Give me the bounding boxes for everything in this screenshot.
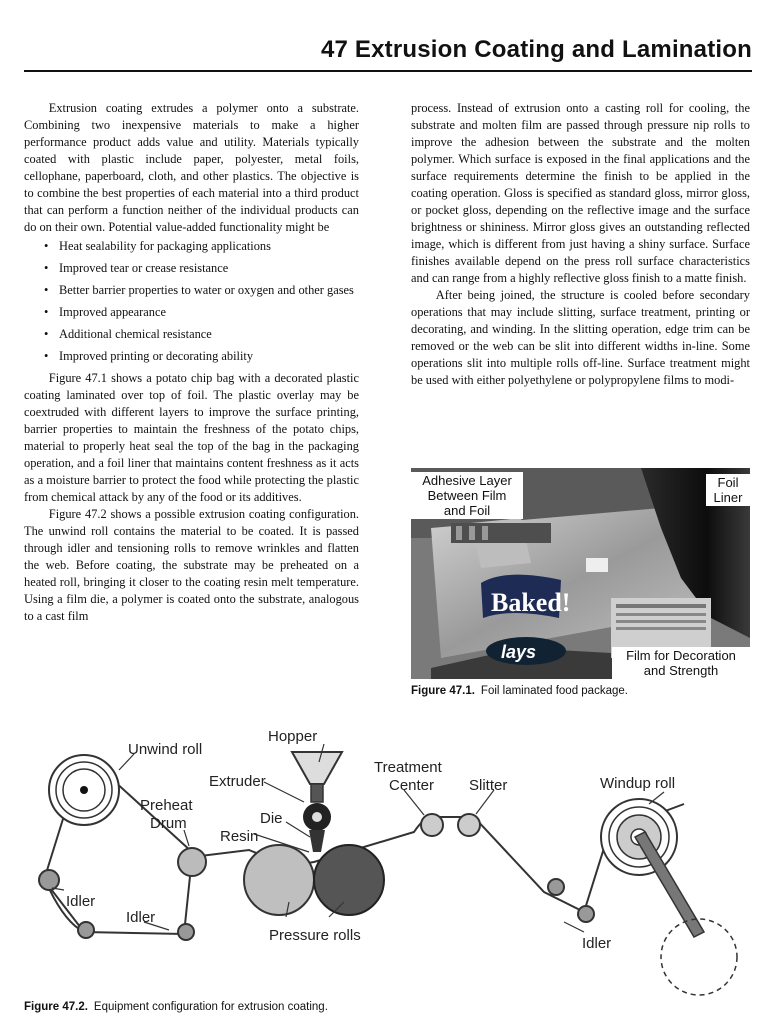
list-item: • Improved printing or decorating ability [24,348,359,365]
label-line: and Foil [443,503,491,518]
pressure-roll [244,845,314,915]
chapter-title: 47 Extrusion Coating and Lamination [320,36,752,63]
label-line: Foil [717,475,739,490]
pressure-rolls-label: Pressure rolls [269,927,361,944]
preheat-drum [178,848,206,876]
idler-roll [178,924,194,940]
caption-number: Figure 47.1. [411,685,475,697]
figure-47-2-caption [24,1001,328,1013]
extruder-label: Extruder [209,773,266,790]
hopper-label: Hopper [268,728,318,745]
idler-roll [578,906,594,922]
caption-text: Equipment configuration for extrusion coating. [93,1001,328,1013]
slitter-roll [458,814,480,836]
center-label: Center [389,777,435,794]
functionality-list [24,238,359,365]
left-column [24,100,359,625]
list-item: • Heat sealability for packaging applications [24,238,359,255]
list-item: • Better barrier properties to water or oxygen and other gases [24,282,359,299]
list-item: • Improved appearance [24,304,359,321]
slitter-label: Slitter [469,777,508,794]
label-line: Liner [713,490,743,505]
unwind-roll-label: Unwind roll [128,741,203,758]
figure-47-1-caption [411,685,628,697]
unwind-roll [49,755,119,825]
paragraph: Figure 47.2 shows a possible extrusion coating configuration. The unwind roll contains the material to be coated. It is passed through idler and tensioning rolls to remove wrinkles and flatten the web. Before coating, the substrate may be preheated on a heated roll, bringing it closer to the coating resin melt temperature. Using a film die, a polymer is coated onto the substrate, analogous to a cast film [24,507,359,623]
page-header [24,30,752,72]
paragraph: After being joined, the structure is cooled before secondary operations that may include slitting, surface treatment, printing or decorating, and winding. In the slitting operation, edge trim can be removed or the web can be slit into different widths in-line. Some operations slit into multiple rolls off-line. Surface treatment might be used with either polyethylene or polypropylene films to modi- [411,288,750,387]
treatment-roll [421,814,443,836]
foil-liner-label [706,474,750,506]
treatment-label: Treatment [374,759,442,776]
paragraph: Extrusion coating extrudes a polymer onto a substrate. Combining two inexpensive materials to make a higher performance product adds value and utility. Materials typically coated with plastic include paper, polyester, metal foils, cellophane, paperboard, cloth, and other plastics. The objective is to combine the best properties of each material into a third product that can perform a function neither of the individual products can do on their own. Potential value-added functionality might be [24,101,359,234]
brand-text: Baked! [491,588,571,617]
idler-roll [548,879,564,895]
film-decoration-label [612,647,750,679]
windup-roll-label: Windup roll [600,775,676,792]
label-line: and Strength [643,663,719,678]
label-line: Film for Decoration [626,648,736,663]
caption-text: Foil laminated food package. [480,685,628,697]
idler-label: Idler [126,909,156,926]
pressure-roll [314,845,384,915]
idler-roll [78,922,94,938]
resin-label: Resin [220,828,259,845]
extruder [292,752,342,852]
adhesive-layer-label [411,472,523,519]
brand-logo-text: lays [501,642,537,662]
label-line: Between Film [427,488,507,503]
idler-label: Idler [582,935,612,952]
drum-label: Drum [150,815,187,832]
die-label: Die [260,810,283,827]
paragraph: Figure 47.1 shows a potato chip bag with a decorated plastic coating laminated over top of foil. The plastic overlay may be coextruded with different layers to improve the surface printing, barrier properties to maintain the freshness of the potato chips, material to properly heat seal the top of the bag in the packaging operation, and a foil liner that maintains content freshness as it acts as a moisture barrier to protect the food while protecting the plastic from chemical attack by any of the food or its additives. [24,371,359,504]
idler-label: Idler [66,893,96,910]
paragraph: process. Instead of extrusion onto a casting roll for cooling, the substrate and molten film are passed through pressure nip rolls to improve the adhesion between the substrate and the molten polymer. Which surface is exposed in the final applications and the surface requirements determine the finish to be applied in the coating operation. Gloss is specified as standard gloss, mirror gloss, or pocket gloss, depending on the reflective image and the surface brightness or shininess. Mirror gloss gives an outstanding reflected image, which is different from just having a shiny surface. Surface finishes available depend on the press roll surface characteristics and can range from a highly reflective gloss finish to a matte finish. [411,101,750,285]
figure-47-2-diagram [24,722,754,997]
figure-47-1-photo [411,468,750,679]
label-line: Adhesive Layer [422,473,512,488]
windup-roll [601,799,737,995]
list-item: • Improved tear or crease resistance [24,260,359,277]
right-column [411,100,750,389]
list-item: • Additional chemical resistance [24,326,359,343]
caption-number: Figure 47.2. [24,1001,88,1013]
preheat-label: Preheat [140,797,193,814]
idler-roll [39,870,59,890]
